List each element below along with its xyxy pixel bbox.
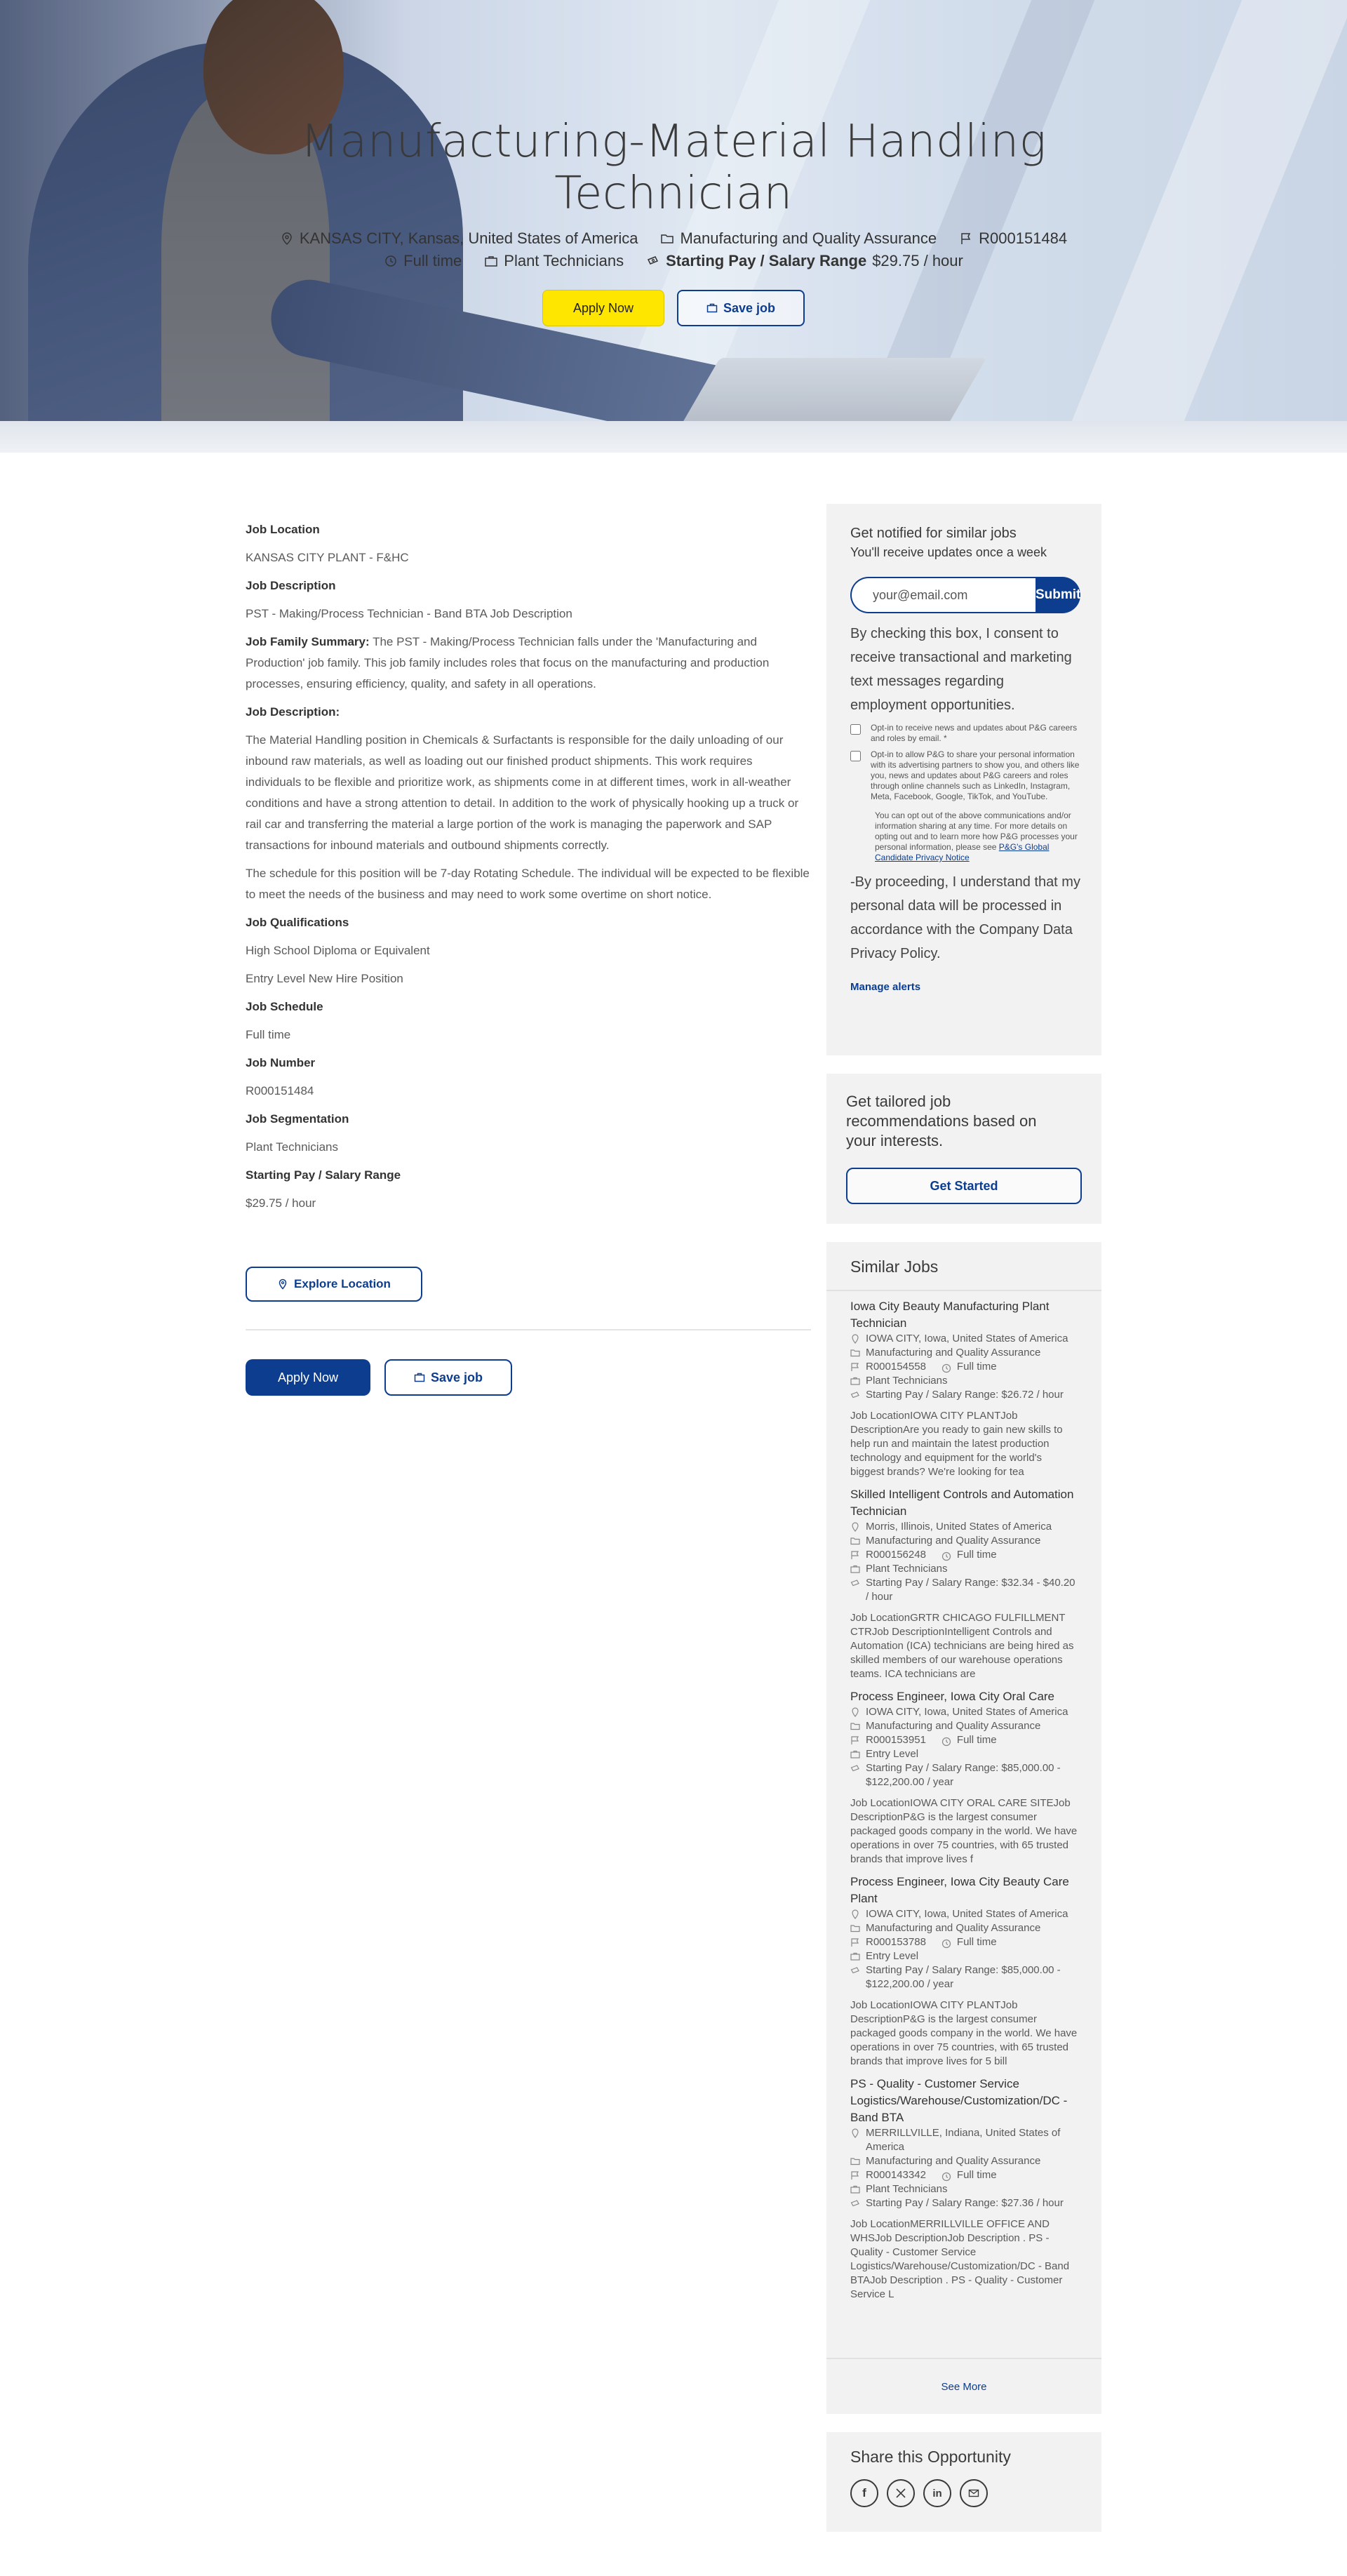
similar-job-pay-text: Starting Pay / Salary Range: $27.36 / hour (866, 2197, 1064, 2209)
similar-job-id (850, 1733, 1078, 1747)
similar-job-category-text: Manufacturing and Quality Assurance (866, 1347, 1041, 1359)
similar-job-title[interactable]: Process Engineer, Iowa City Oral Care (850, 1690, 1055, 1703)
clock-icon (941, 2172, 951, 2182)
similar-job-pay (850, 1388, 1078, 1402)
similar-job-item[interactable] (826, 1874, 1101, 2069)
similar-job-snippet: Job LocationIOWA CITY PLANTJob DescriptionP&G is the largest consumer packaged goods company in the world. We have operations in over 75 countries, with 65 trusted brands that improve lives for 5 bill (850, 1999, 1078, 2067)
similar-job-pay-text: Starting Pay / Salary Range: $32.34 - $40.20 / hour (866, 1577, 1075, 1603)
similar-jobs-list (826, 1298, 1101, 2302)
folder-icon (660, 232, 674, 246)
similar-job-schedule-text: Full time (956, 1936, 997, 1948)
share-title: Share this Opportunity (850, 2448, 1011, 2466)
job-location-value: KANSAS CITY PLANT - F&HC (246, 551, 409, 564)
similar-job-id (850, 1360, 1078, 1374)
job-qualification-item: Entry Level New Hire Position (246, 972, 403, 985)
see-more-link[interactable]: See More (826, 2358, 1101, 2414)
similar-job-schedule (941, 1733, 997, 1747)
similar-job-segment (850, 1562, 1078, 1576)
similar-job-category-text: Manufacturing and Quality Assurance (866, 1922, 1041, 1934)
flag-icon (850, 1735, 860, 1745)
job-description-paragraph: The Material Handling position in Chemicals & Surfactants is responsible for the daily unloading of our inbound raw materials, as well as loading out our finished product shipments. This work requires individuals to be flexible and prioritize work, as shipments come in at different times, work in all-weather conditions and have a strong attention to detail. In addition to the work of physically hooking up a truck or rail car and transferring the material a large portion of the work is managing the paperwork and SAP transactions for inbound materials and outbound shipments correctly. (246, 733, 799, 852)
similar-job-location (850, 1907, 1078, 1921)
opt-in-email-row (850, 723, 1080, 744)
opt-in-share-checkbox[interactable] (850, 751, 861, 761)
linkedin-icon[interactable]: in (923, 2479, 951, 2507)
similar-jobs-card (826, 1242, 1101, 2414)
similar-job-location (850, 1705, 1078, 1719)
job-description-line: PST - Making/Process Technician - Band BTA Job Description (246, 607, 572, 620)
job-category-text: Manufacturing and Quality Assurance (680, 229, 937, 247)
job-family-text: The PST - Making/Process Technician falls under the 'Manufacturing and Production' job family. This job family includes roles that focus on the manufacturing and production processes, ensuring efficiency, quality, and safety in all operations. (246, 635, 770, 690)
similar-job-segment-text: Entry Level (866, 1748, 919, 1760)
job-segment (484, 251, 624, 272)
job-alert-subtitle: You'll receive updates once a week (850, 545, 1047, 559)
location-pin-icon (277, 1279, 288, 1290)
similar-job-pay (850, 1576, 1078, 1604)
similar-job-snippet: Job LocationMERRILLVILLE OFFICE AND WHSJob DescriptionJob Description . PS - Quality - Customer Service Logistics/Warehouse/Customization/DC - Band BTAJob Description . PS - Quality - Customer Service L (850, 2218, 1070, 2300)
similar-job-location-text: IOWA CITY, Iowa, United States of America (866, 1908, 1068, 1920)
save-job-button[interactable] (677, 290, 805, 326)
similar-job-id (850, 1935, 1078, 1949)
recommendations-text: Get tailored job recommendations based on your interests. (846, 1093, 1037, 1149)
job-location-text: KANSAS CITY, Kansas, United States of America (299, 229, 638, 247)
similar-job-item[interactable] (826, 1486, 1101, 1681)
similar-job-schedule-text: Full time (956, 1734, 997, 1746)
job-meta-row-2 (0, 251, 1347, 272)
folder-icon (850, 1721, 860, 1731)
similar-job-segment-text: Plant Technicians (866, 2183, 948, 2195)
similar-job-snippet: Job LocationIOWA CITY PLANTJob DescriptionAre you ready to gain new skills to help run and maintain the latest production technology and equipment for the world's biggest brands? We're looking for tea (850, 1410, 1063, 1478)
similar-jobs-title: Similar Jobs (826, 1242, 1101, 1291)
similar-job-id-text: R000153951 (866, 1734, 926, 1746)
briefcase-icon (850, 1564, 860, 1574)
similar-job-schedule (941, 1935, 997, 1949)
job-number-value: R000151484 (246, 1084, 314, 1097)
divider (246, 1329, 811, 1330)
job-id-text: R000151484 (979, 229, 1068, 247)
similar-job-location-text: IOWA CITY, Iowa, United States of America (866, 1706, 1068, 1718)
similar-job-title[interactable]: Skilled Intelligent Controls and Automation Technician (850, 1488, 1074, 1518)
share-card (826, 2432, 1101, 2532)
briefcase-icon (706, 302, 718, 314)
job-schedule-heading: Job Schedule (246, 1000, 323, 1013)
flag-icon (850, 2170, 860, 2180)
explore-location-label: Explore Location (294, 1277, 391, 1290)
money-icon (646, 254, 660, 268)
get-started-button[interactable]: Get Started (846, 1168, 1082, 1204)
money-icon (850, 1763, 860, 1773)
job-details (246, 519, 811, 1221)
similar-job-location-text: Morris, Illinois, United States of America (866, 1521, 1052, 1533)
job-alert-card (826, 504, 1101, 1055)
opt-in-share-row (850, 749, 1080, 802)
privacy-note-text: You can opt out of the above communications and/or information sharing at any time. For more details on opting out and to learn more how P&G processes your personal information, please see (875, 810, 1078, 852)
similar-job-id-text: R000156248 (866, 1549, 926, 1561)
similar-job-item[interactable] (826, 1298, 1101, 1479)
similar-job-item[interactable] (826, 2076, 1101, 2302)
sms-consent-text: By checking this box, I consent to receive transactional and marketing text messages regarding employment opportunities. (850, 626, 1072, 713)
similar-job-segment (850, 2182, 1078, 2196)
similar-job-location-text: MERRILLVILLE, Indiana, United States of America (866, 2127, 1061, 2153)
job-family-summary (246, 632, 811, 695)
clock-icon (941, 1363, 951, 1373)
briefcase-icon (850, 1376, 860, 1386)
similar-job-segment (850, 1747, 1078, 1761)
similar-job-segment (850, 1374, 1078, 1388)
briefcase-icon (850, 2184, 860, 2194)
similar-job-category-text: Manufacturing and Quality Assurance (866, 1535, 1041, 1547)
opt-in-email-label: Opt-in to receive news and updates about P&G careers and roles by email. * (871, 723, 1078, 743)
money-icon (850, 1578, 860, 1588)
similar-job-segment-text: Entry Level (866, 1950, 919, 1962)
similar-job-pay (850, 1761, 1078, 1789)
similar-job-category (850, 1534, 1078, 1548)
flag-icon (959, 232, 973, 246)
similar-job-id (850, 1548, 1078, 1562)
job-alert-title: Get notified for similar jobs (850, 526, 1017, 541)
apply-now-button[interactable]: Apply Now (542, 290, 664, 326)
hero-banner (0, 0, 1347, 453)
location-pin-icon (850, 1909, 860, 1919)
clock-icon (941, 1939, 951, 1949)
job-schedule (384, 251, 462, 272)
job-segment-text: Plant Technicians (504, 252, 624, 269)
similar-job-snippet: Job LocationIOWA CITY ORAL CARE SITEJob DescriptionP&G is the largest consumer packaged goods company in the world. We have operations in over 75 countries, with 65 trusted brands that improve lives f (850, 1797, 1078, 1865)
job-segmentation-value: Plant Technicians (246, 1140, 338, 1154)
job-location (280, 228, 638, 249)
job-schedule-paragraph: The schedule for this position will be 7-day Rotating Schedule. The individual will be expected to be flexible to meet the needs of the business and may need to work some overtime on short notice. (246, 867, 810, 901)
recommendations-card (826, 1074, 1101, 1224)
job-id (959, 228, 1067, 249)
similar-job-category (850, 1921, 1078, 1935)
share-buttons (850, 2479, 1078, 2507)
job-number-heading: Job Number (246, 1056, 316, 1069)
flag-icon (850, 1937, 860, 1947)
location-pin-icon (280, 232, 294, 246)
similar-job-location (850, 2126, 1078, 2154)
explore-location-button[interactable] (246, 1267, 422, 1302)
similar-job-pay-text: Starting Pay / Salary Range: $85,000.00 - $122,200.00 / year (866, 1964, 1061, 1990)
briefcase-icon (414, 1372, 425, 1383)
similar-job-segment (850, 1949, 1078, 1963)
x-twitter-icon[interactable] (887, 2479, 915, 2507)
job-location-heading: Job Location (246, 523, 320, 536)
briefcase-icon (850, 1951, 860, 1961)
job-qualifications-heading: Job Qualifications (246, 916, 349, 929)
money-icon (850, 1390, 860, 1400)
job-title: Manufacturing-Material Handling Technician (300, 116, 1047, 220)
save-job-label: Save job (723, 300, 776, 315)
opt-in-share-label: Opt-in to allow P&G to share your personal information with its advertising partners to show you, and others like you, news and updates about P&G careers and roles through online channels such as LinkedIn, Instagram, Meta, Facebook, Google, TikTok, and YouTube. (871, 749, 1080, 801)
facebook-icon[interactable]: f (850, 2479, 878, 2507)
briefcase-icon (484, 254, 498, 268)
location-pin-icon (850, 1707, 860, 1717)
similar-job-id-text: R000153788 (866, 1936, 926, 1948)
job-family-label: Job Family Summary: (246, 635, 370, 648)
similar-job-category (850, 1719, 1078, 1733)
job-category (660, 228, 937, 249)
similar-job-title[interactable]: Process Engineer, Iowa City Beauty Care Plant (850, 1875, 1069, 1905)
manage-alerts-link[interactable]: Manage alerts (850, 981, 921, 993)
privacy-notice-link[interactable]: P&G's Global Candidate Privacy Notice (875, 842, 1050, 862)
folder-icon (850, 1536, 860, 1546)
x-logo-icon (895, 2488, 906, 2499)
folder-icon (850, 2156, 860, 2166)
folder-icon (850, 1348, 860, 1358)
similar-job-location (850, 1332, 1078, 1346)
similar-job-location (850, 1520, 1078, 1534)
similar-job-pay (850, 2196, 1078, 2210)
starting-pay-heading: Starting Pay / Salary Range (246, 1168, 401, 1182)
submit-button[interactable]: Submit (1036, 577, 1080, 613)
hero-content (0, 116, 1347, 326)
clock-icon (941, 1737, 951, 1747)
opt-in-email-checkbox[interactable] (850, 724, 861, 735)
similar-job-category-text: Manufacturing and Quality Assurance (866, 1720, 1041, 1732)
location-pin-icon (850, 2128, 860, 2138)
flag-icon (850, 1362, 860, 1372)
similar-job-segment-text: Plant Technicians (866, 1375, 948, 1387)
job-segmentation-heading: Job Segmentation (246, 1112, 349, 1126)
flag-icon (850, 1550, 860, 1560)
similar-job-id-text: R000154558 (866, 1361, 926, 1373)
similar-job-segment-text: Plant Technicians (866, 1563, 948, 1575)
similar-job-schedule (941, 1360, 997, 1374)
similar-job-category-text: Manufacturing and Quality Assurance (866, 2155, 1041, 2167)
briefcase-icon (850, 1749, 860, 1759)
similar-job-location-text: IOWA CITY, Iowa, United States of America (866, 1333, 1068, 1344)
similar-job-id-text: R000143342 (866, 2169, 926, 2181)
similar-job-pay-text: Starting Pay / Salary Range: $26.72 / hour (866, 1389, 1064, 1401)
email-icon[interactable] (960, 2479, 988, 2507)
envelope-icon (968, 2488, 979, 2499)
location-pin-icon (850, 1334, 860, 1344)
starting-pay-value: $29.75 / hour (246, 1196, 316, 1210)
apply-now-bottom-button[interactable]: Apply Now (246, 1359, 370, 1396)
similar-job-title[interactable]: Iowa City Beauty Manufacturing Plant Technician (850, 1300, 1050, 1330)
save-job-bottom-button[interactable] (384, 1359, 512, 1396)
similar-job-schedule-text: Full time (956, 1361, 997, 1373)
location-pin-icon (850, 1522, 860, 1532)
similar-job-schedule (941, 2168, 997, 2182)
hero-actions (0, 290, 1347, 326)
job-schedule-value: Full time (246, 1028, 291, 1041)
money-icon (850, 2198, 860, 2208)
email-input[interactable] (850, 577, 1036, 613)
similar-job-pay-text: Starting Pay / Salary Range: $85,000.00 - $122,200.00 / year (866, 1762, 1061, 1788)
similar-job-schedule (941, 1548, 997, 1562)
job-pay-value: $29.75 / hour (872, 252, 963, 269)
job-pay (646, 251, 963, 272)
clock-icon (941, 1551, 951, 1561)
similar-job-category (850, 2154, 1078, 2168)
job-meta-row-1 (0, 228, 1347, 249)
privacy-note (875, 810, 1083, 863)
similar-job-snippet: Job LocationGRTR CHICAGO FULFILLMENT CTRJob DescriptionIntelligent Controls and Automation (ICA) technicians are being hired as skilled members of our warehouse operations teams. ICA technicians are (850, 1612, 1074, 1680)
job-description-heading: Job Description (246, 579, 336, 592)
clock-icon (384, 254, 398, 268)
similar-job-category (850, 1346, 1078, 1360)
job-qualification-item: High School Diploma or Equivalent (246, 944, 430, 957)
similar-job-id (850, 2168, 1078, 2182)
folder-icon (850, 1923, 860, 1933)
job-description-subheading: Job Description: (246, 705, 340, 719)
save-job-bottom-label: Save job (430, 1370, 483, 1384)
similar-job-item[interactable] (826, 1688, 1101, 1867)
job-alert-form (850, 577, 1079, 613)
job-schedule-text: Full time (403, 252, 462, 269)
similar-job-title[interactable]: PS - Quality - Customer Service Logistics/Warehouse/Customization/DC - Band BTA (850, 2077, 1068, 2124)
similar-job-schedule-text: Full time (956, 1549, 997, 1561)
job-pay-label: Starting Pay / Salary Range (666, 252, 867, 269)
data-processing-text: -By proceeding, I understand that my personal data will be processed in accordance with the Company Data Privacy Policy. (850, 874, 1080, 961)
similar-job-schedule-text: Full time (956, 2169, 997, 2181)
money-icon (850, 1966, 860, 1975)
similar-job-pay (850, 1963, 1078, 1991)
